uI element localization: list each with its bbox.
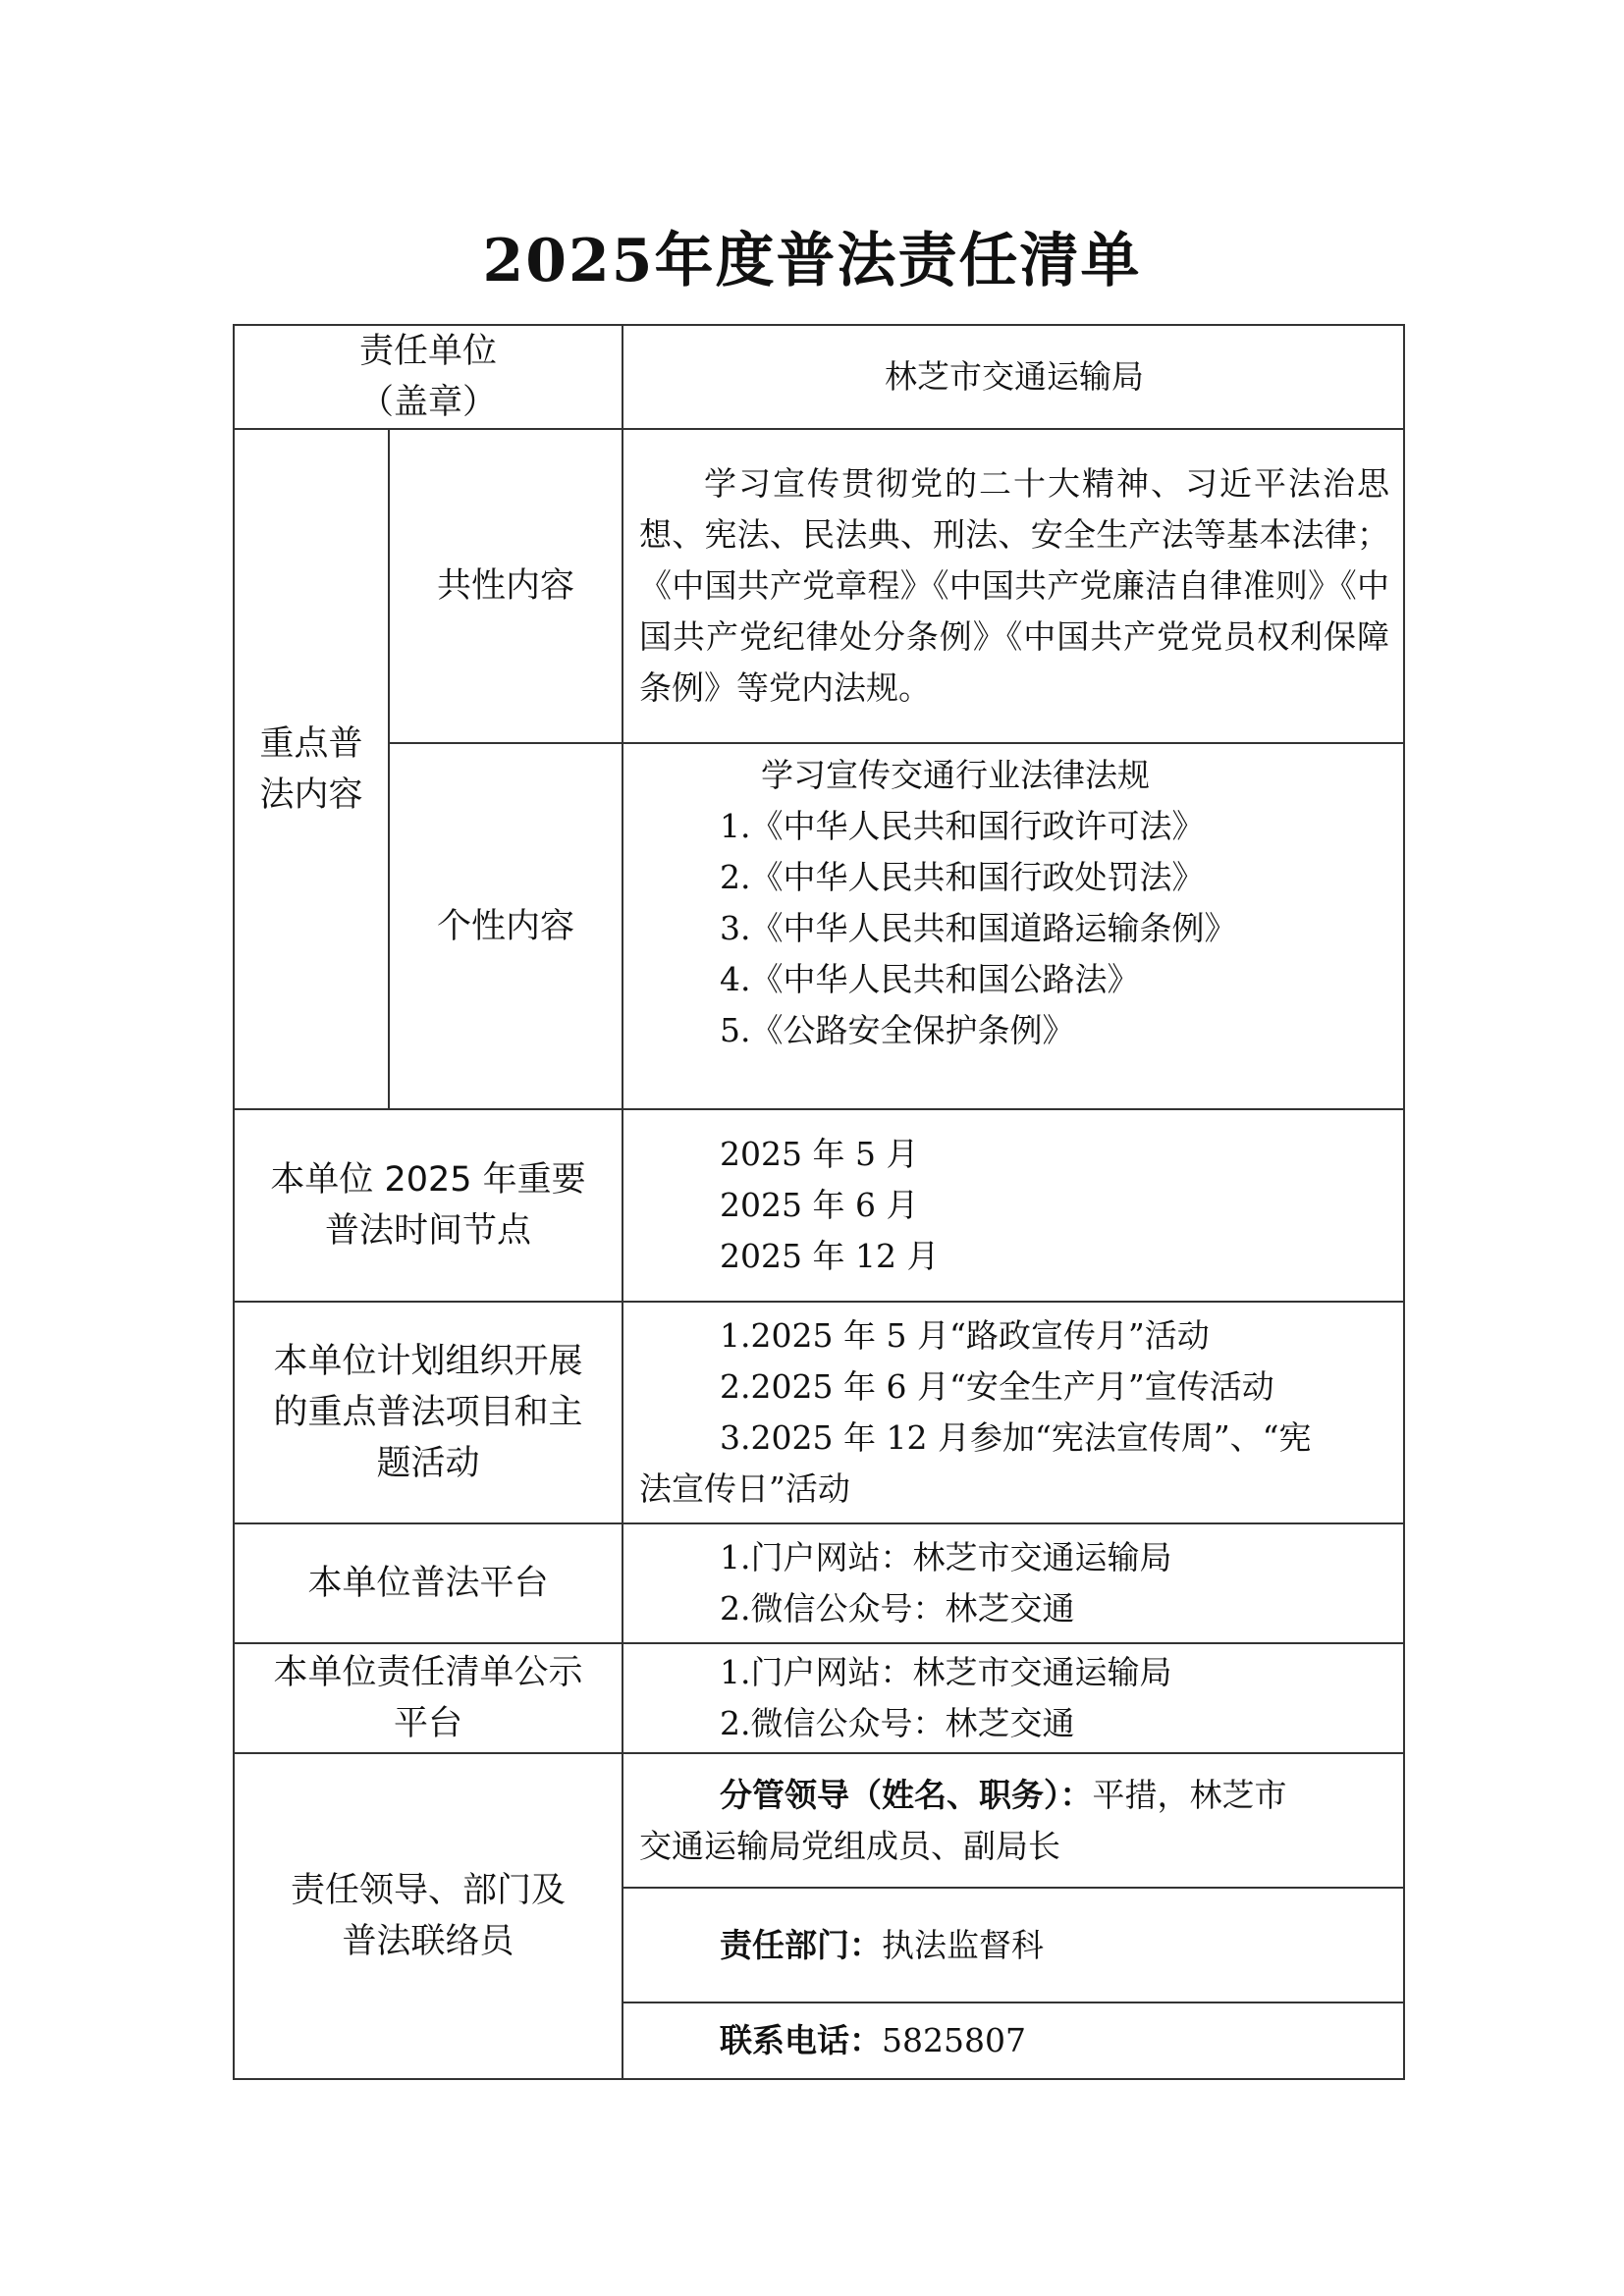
common-content-text: 学习宣传贯彻党的二十大精神、习近平法治思想、宪法、民法典、刑法、安全生产法等基本法律；《中国共产党章程》《中国共产党廉洁自律准则》《中国共产党纪律处分条例》《中国共产党党员权利保障条例》等党内法规。 [639, 464, 1390, 707]
time-nodes-value [623, 1109, 1404, 1302]
row-leader [234, 1753, 1404, 1888]
publicity-item-2: 2.微信公众号：林芝交通 [720, 1704, 1075, 1742]
platform-label: 本单位普法平台 [234, 1523, 623, 1643]
page-title: 2025年度普法责任清单 [482, 227, 1142, 295]
row-projects [234, 1302, 1404, 1523]
leader-line1 [639, 1770, 1389, 1821]
row-time-nodes [234, 1109, 1404, 1302]
publicity-label-line1: 本单位责任清单公示 [273, 1653, 583, 1692]
unit-value: 林芝市交通运输局 [623, 325, 1404, 429]
specific-item-5: 5.《公路安全保护条例》 [720, 1011, 1075, 1049]
project-item-1: 1.2025 年 5 月“路政宣传月”活动 [720, 1316, 1210, 1355]
projects-label [234, 1302, 623, 1523]
time-node-2: 2025 年 6 月 [720, 1186, 919, 1224]
leader-value-line2: 交通运输局党组成员、副局长 [639, 1826, 1061, 1865]
time-nodes-label-line1: 本单位 2025 年重要 [270, 1160, 586, 1200]
time-node-1: 2025 年 5 月 [720, 1135, 919, 1173]
project-item-3-line1: 3.2025 年 12 月参加“宪法宣传周”、“宪 [720, 1418, 1312, 1457]
specific-item-2: 2.《中华人民共和国行政处罚法》 [720, 858, 1205, 896]
responsible-label [234, 1753, 623, 2079]
leader-label: 分管领导（姓名、职务）： [720, 1775, 1093, 1814]
phone-number: 5825807 [882, 2021, 1026, 2059]
dept-label: 责任部门： [720, 1925, 883, 1964]
row-platform [234, 1523, 1404, 1643]
key-content-label-line2: 法内容 [259, 774, 363, 815]
common-content-value [623, 429, 1404, 743]
platform-value [623, 1523, 1404, 1643]
phone-line [639, 2015, 1389, 2066]
row-unit [234, 325, 1404, 429]
phone-value [623, 2002, 1404, 2079]
specific-item-4: 4.《中华人民共和国公路法》 [720, 960, 1140, 998]
dept-value [623, 1888, 1404, 2002]
time-nodes-label-line2: 普法时间节点 [325, 1211, 532, 1251]
time-node-3: 2025 年 12 月 [720, 1237, 940, 1275]
time-nodes-label [234, 1109, 623, 1302]
row-common-content [234, 429, 1404, 743]
specific-item-1: 1.《中华人民共和国行政许可法》 [720, 807, 1205, 845]
responsible-label-line1: 责任领导、部门及 [291, 1871, 567, 1910]
row-publicity [234, 1643, 1404, 1753]
specific-content-value [623, 743, 1404, 1109]
projects-value [623, 1302, 1404, 1523]
dept-name: 执法监督科 [882, 1925, 1045, 1964]
responsible-label-line2: 普法联络员 [342, 1922, 514, 1961]
specific-item-3: 3.《中华人民共和国道路运输条例》 [720, 909, 1237, 947]
unit-label-line2: （盖章） [359, 383, 498, 422]
responsibility-table [233, 324, 1405, 2080]
unit-label-line1: 责任单位 [359, 332, 498, 371]
common-content-label: 共性内容 [389, 429, 623, 743]
project-item-3-line2: 法宣传日”活动 [639, 1469, 850, 1508]
unit-label [234, 325, 623, 429]
publicity-label-line2: 平台 [394, 1704, 463, 1743]
key-content-label-line1: 重点普 [259, 723, 363, 764]
platform-item-1: 1.门户网站：林芝市交通运输局 [720, 1538, 1172, 1576]
dept-line [639, 1920, 1389, 1971]
projects-label-line2: 的重点普法项目和主 [273, 1393, 583, 1432]
leader-value [623, 1753, 1404, 1888]
row-specific-content [234, 743, 1404, 1109]
publicity-value [623, 1643, 1404, 1753]
key-content-label [234, 429, 389, 1109]
leader-value-line1: 平措，林芝市 [1092, 1775, 1287, 1814]
platform-item-2: 2.微信公众号：林芝交通 [720, 1589, 1075, 1628]
projects-label-line3: 题活动 [376, 1444, 480, 1483]
phone-label: 联系电话： [720, 2021, 883, 2059]
specific-intro: 学习宣传交通行业法律法规 [761, 756, 1151, 794]
project-item-2: 2.2025 年 6 月“安全生产月”宣传活动 [720, 1367, 1274, 1406]
publicity-label [234, 1643, 623, 1753]
projects-label-line1: 本单位计划组织开展 [273, 1342, 583, 1381]
specific-content-label: 个性内容 [389, 743, 623, 1109]
publicity-item-1: 1.门户网站：林芝市交通运输局 [720, 1653, 1172, 1691]
